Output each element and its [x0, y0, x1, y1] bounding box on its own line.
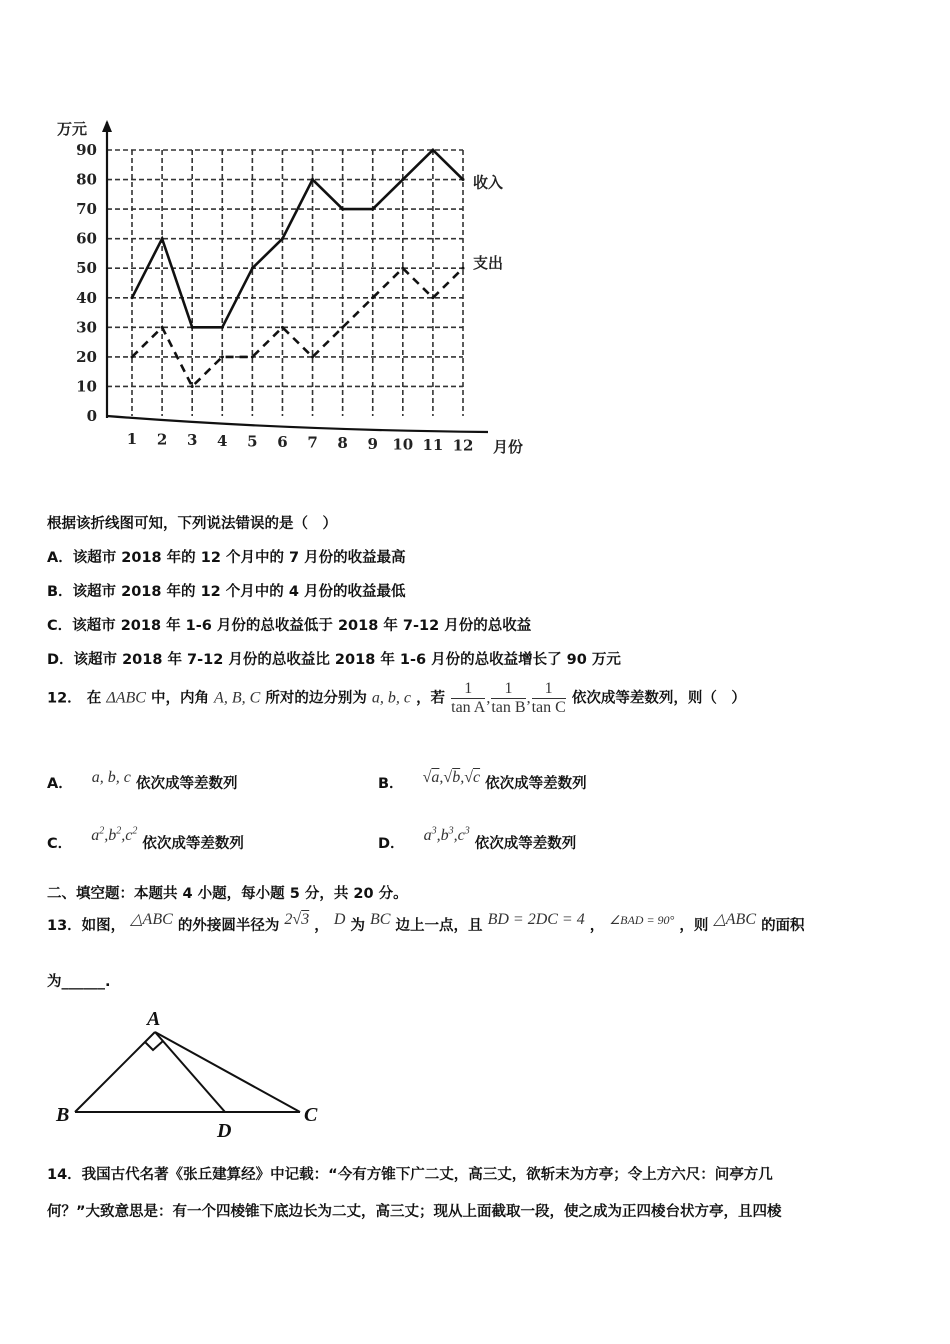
text: ，若 — [416, 690, 446, 707]
data-point — [251, 267, 254, 270]
data-point — [221, 326, 224, 329]
y-axis-title: 万元 — [57, 120, 88, 138]
answer-blank[interactable]: ______ — [61, 974, 105, 990]
y-axis-arrow — [102, 120, 112, 132]
text: 边上一点，且 — [395, 918, 483, 934]
text: ，则 — [679, 918, 709, 934]
data-point — [281, 237, 284, 240]
option-text: 依次成等差数列 — [474, 836, 577, 852]
option-label: C． — [47, 618, 73, 634]
data-point — [371, 296, 374, 299]
q13-answer-line — [47, 970, 111, 991]
text: ， — [589, 918, 605, 934]
data-point — [131, 296, 134, 299]
q13-stem — [47, 911, 805, 935]
q11-stem: 根据该折线图可知，下列说法错误的是（ ） — [47, 516, 337, 532]
comma: , — [486, 689, 491, 707]
option-text: 依次成等差数列 — [485, 776, 587, 792]
math-point: D — [333, 911, 346, 928]
x-tick-label: 6 — [277, 433, 288, 451]
math-radius: 2√3 — [284, 911, 310, 928]
math-equation: BD = 2DC = 4 — [487, 911, 585, 928]
text: 依次成等差数列，则（ ） — [571, 690, 746, 707]
text: . — [105, 974, 111, 990]
option-label: D． — [378, 836, 405, 852]
x-axis-title: 月份 — [493, 438, 524, 456]
math-triangle: △ABC — [130, 911, 173, 928]
text: 的外接圆半径为 — [177, 918, 280, 934]
line-chart — [50, 110, 550, 470]
x-tick-label: 1 — [126, 430, 138, 448]
q12-option-a[interactable] — [47, 769, 238, 793]
y-tick-label: 20 — [76, 347, 97, 366]
q12-option-d[interactable] — [378, 825, 577, 853]
option-label: A． — [47, 776, 73, 792]
data-point — [462, 267, 465, 270]
y-tick-label: 50 — [76, 259, 97, 278]
option-label: B． — [378, 776, 404, 792]
x-tick-label: 10 — [392, 435, 414, 454]
math-sides: a, b, c — [91, 769, 131, 786]
y-tick-label: 90 — [76, 141, 97, 159]
math-angle: ∠BAD = 90° — [609, 913, 675, 927]
q11-option-d[interactable] — [47, 648, 621, 669]
option-text: 该超市 2018 年的 12 个月中的 4 月份的收益最低 — [72, 584, 406, 600]
series-label: 收入 — [473, 173, 504, 192]
q14-line-1: 14．我国古代名著《张丘建算经》中记载：“今有方锥下广二丈，高三丈，欲斩末为方亭；令上方六尺：问亭方几 — [47, 1167, 773, 1183]
x-axis — [107, 416, 488, 432]
segment-ad — [155, 1032, 225, 1112]
y-tick-label: 40 — [76, 288, 97, 307]
triangle-figure — [50, 1005, 340, 1145]
chart-grid — [107, 150, 463, 416]
q14-line-2: 何？”大致意思是：有一个四棱锥下底边长为二丈，高三丈；现从上面截取一段，使之成为正四棱台状方亭，且四棱 — [47, 1204, 782, 1220]
q11-option-b[interactable] — [47, 580, 405, 601]
right-angle-mark — [145, 1041, 163, 1050]
y-tick-label: 30 — [76, 318, 97, 337]
text: ， — [314, 918, 329, 934]
data-point — [161, 326, 164, 329]
x-tick-label: 2 — [156, 430, 168, 449]
option-text: 依次成等差数列 — [142, 836, 244, 852]
data-point — [251, 355, 254, 358]
data-point — [281, 326, 284, 329]
math-angles: A, B, C — [214, 689, 261, 707]
series-label: 支出 — [473, 254, 504, 273]
data-point — [371, 208, 374, 211]
q12-option-b[interactable] — [378, 769, 587, 793]
fraction-tan-a: $\frac{1}{\text{tan A}}$ — [451, 680, 486, 716]
x-tick-label: 3 — [186, 431, 198, 450]
math-roots: √a,√b,√c — [422, 769, 481, 786]
option-label: C． — [47, 836, 73, 852]
x-tick-label: 12 — [452, 436, 474, 455]
fraction-tan-c: $\frac{1}{\text{tan C}}$ — [531, 680, 566, 716]
text: 的面积 — [761, 918, 805, 934]
data-point — [161, 237, 164, 240]
y-tick-label: 70 — [76, 200, 97, 219]
segment-ac — [155, 1032, 300, 1112]
x-tick-label: 5 — [247, 432, 258, 451]
text: 所对的边分别为 — [265, 690, 367, 707]
chart-axes — [102, 120, 488, 432]
y-tick-label: 80 — [76, 170, 97, 189]
option-text: 该超市 2018 年 1-6 月份的总收益低于 2018 年 7-12 月份的总收益 — [72, 618, 532, 634]
q12-option-c[interactable] — [47, 825, 244, 853]
y-tick-label: 10 — [76, 377, 97, 396]
option-label: A． — [47, 550, 73, 566]
data-point — [131, 355, 134, 358]
data-point — [341, 208, 344, 211]
vertex-a: A — [147, 1008, 161, 1030]
math-triangle: △ABC — [713, 911, 756, 928]
vertex-c: C — [304, 1104, 318, 1126]
option-text: 该超市 2018 年 7-12 月份的总收益比 2018 年 1-6 月份的总收益增长了 90 万元 — [73, 652, 621, 668]
data-point — [191, 385, 194, 388]
x-tick-label: 7 — [307, 433, 318, 452]
comma: , — [526, 689, 531, 707]
text: 在 — [86, 690, 102, 707]
x-tick-label: 8 — [337, 434, 348, 453]
data-point — [341, 326, 344, 329]
data-point — [311, 355, 314, 358]
text: 为 — [350, 918, 365, 934]
option-label: B． — [47, 584, 73, 600]
option-text: 该超市 2018 年的 12 个月中的 7 月份的收益最高 — [72, 550, 406, 566]
option-text: 依次成等差数列 — [135, 776, 238, 792]
data-point — [401, 178, 404, 181]
segment-ab — [75, 1032, 155, 1112]
text: 为 — [47, 974, 62, 990]
vertex-d: D — [217, 1120, 232, 1142]
q12-stem — [47, 680, 746, 717]
y-tick-label: 0 — [86, 407, 97, 425]
vertex-b: B — [56, 1104, 70, 1126]
text: 中，内角 — [150, 690, 209, 707]
x-tick-label: 4 — [217, 431, 228, 450]
fraction-tan-b: $\frac{1}{\text{tan B}}$ — [491, 680, 526, 716]
q11-option-a[interactable] — [47, 546, 406, 567]
math-sides: a, b, c — [371, 689, 411, 707]
data-point — [221, 355, 224, 358]
section-heading: 二、填空题：本题共 4 小题，每小题 5 分，共 20 分。 — [47, 886, 408, 902]
data-point — [191, 326, 194, 329]
math-cubes: $a^3,b^3,c^3$ — [423, 825, 470, 844]
math-segment: BC — [370, 911, 391, 928]
data-point — [311, 178, 314, 181]
y-tick-label: 60 — [76, 229, 97, 248]
option-label: D． — [47, 652, 74, 668]
math-squares: $a^2,b^2,c^2$ — [91, 825, 138, 844]
data-point — [401, 267, 404, 270]
data-point — [431, 296, 434, 299]
data-point — [462, 178, 465, 181]
x-tick-label: 9 — [367, 434, 378, 453]
data-point — [431, 149, 434, 152]
x-tick-label: 11 — [422, 436, 444, 454]
question-number: 13．如图， — [47, 918, 126, 934]
q11-option-c[interactable] — [47, 614, 531, 635]
math-triangle: ΔABC — [106, 689, 146, 707]
question-number: 12． — [47, 690, 82, 707]
